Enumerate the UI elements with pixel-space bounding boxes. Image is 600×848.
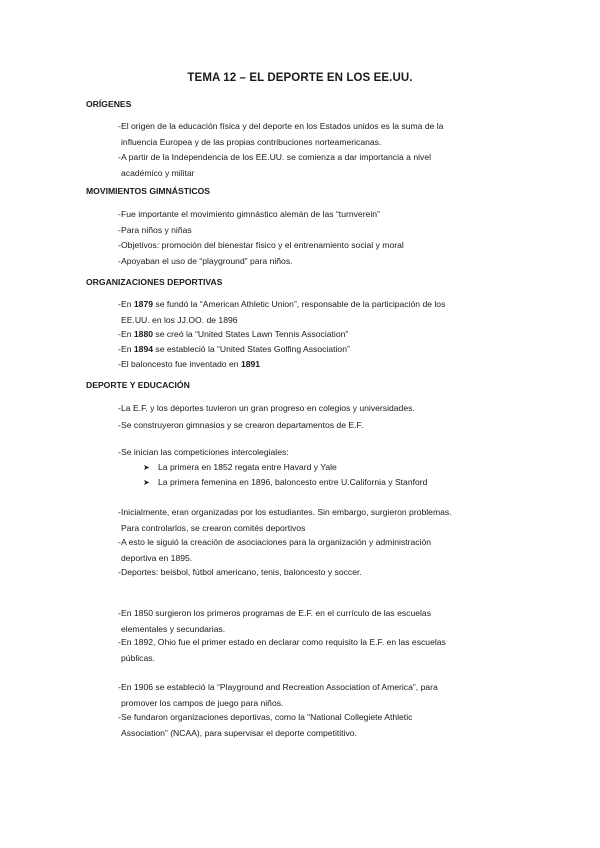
section-heading-origenes: ORÍGENES (86, 99, 132, 109)
sub-list-item: ➤ La primera en 1852 regata entre Havard y Yale (143, 460, 337, 476)
document-page: TEMA 12 – EL DEPORTE EN LOS EE.UU. ORÍGENES - El origen de la educación física y del deporte en los Estados unidos es la suma de la influencia Europea y de las propias contribuciones norteamericanas. - A partir de la Independencia de los EE.UU. se comienza a dar importancia a nivel académico y militar MOVIMIENTOS GIMNÁSTICOS - Fue importante el movimiento gimnástico alemán de las “turnverein” - Para niños y niñas - Objetivos: promoción del bienestar físico y el entrenamiento social y moral - Apoyaban el uso de “playground” para niños. ORGANIZACIONES DEPORTIVAS - En 1879 se fundó la “American Athletic Union”, responsable de la participación de los EE.UU. en los JJ.OO. de 1896 - En 1880 se creó la “United States Lawn Tennis Association” - En 1894 se estableció la “United States Golfing Association” - El baloncesto fue inventado en 1891 DEPORTE Y EDUCACIÓN - La E.F. y los deportes tuvieron un gran progreso en colegios y universidades. - Se construyeron gimnasios y se crearon departamentos de E.F. - Se inician las competiciones intercolegiales: ➤ La primera en 1852 regata entre Havard y Yale ➤ La primera femenina en 1896, baloncesto entre U.California y Stanford - Inicialmente, eran organizadas por los estudiantes. Sin embargo, surgieron problemas. Para controlarlos, se crearon comités deportivos - A esto le siguió la creación de asociaciones para la organización y administración deportiva en 1895. - Deportes: beisbol, fútbol americano, tenis, baloncesto y soccer. - En 1850 surgieron los primeros programas de E.F. en el currículo de las escuelas elementales y secundarias. - En 1892, Ohio fue el primer estado en declarar como requisito la E.F. en las escuelas públicas. - En 1906 se estableció la “Playground and Recreation Association of America”, para promover los campos de juego para niños. - Se fundaron organizaciones deportivas, como la “National Collegiete Athletic Association” (NCAA), para supervisar el deporte competititivo. (0, 0, 600, 848)
section-heading-movimientos: MOVIMIENTOS GIMNÁSTICOS (86, 186, 210, 196)
arrow-bullet-icon: ➤ (143, 478, 150, 487)
document-title: TEMA 12 – EL DEPORTE EN LOS EE.UU. (187, 72, 413, 84)
section-heading-organizaciones: ORGANIZACIONES DEPORTIVAS (86, 277, 223, 287)
sub-list-item: ➤ La primera femenina en 1896, baloncesto entre U.California y Stanford (143, 475, 427, 491)
arrow-bullet-icon: ➤ (143, 463, 150, 472)
section-heading-deporte: DEPORTE Y EDUCACIÓN (86, 380, 190, 390)
